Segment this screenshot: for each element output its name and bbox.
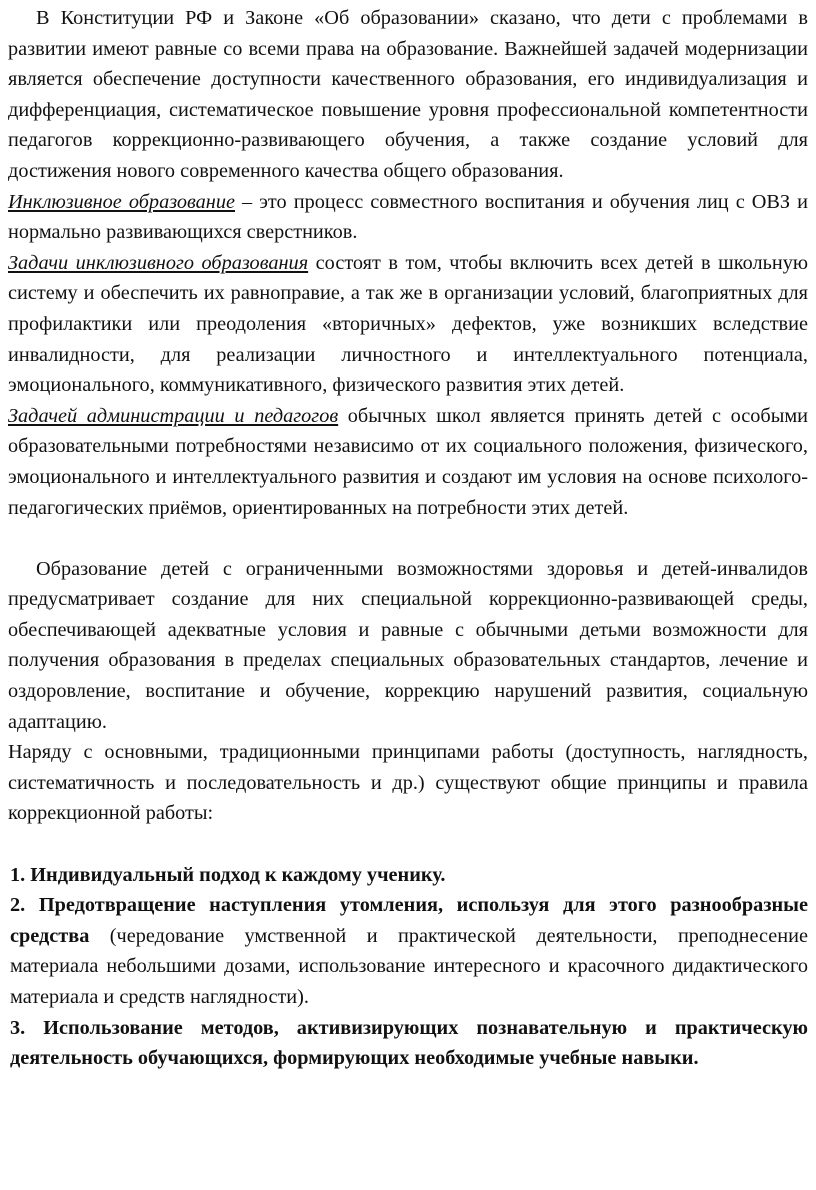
list-item <box>8 860 808 891</box>
paragraph-principles-intro: Наряду с основными, традиционными принципами работы (доступность, наглядность, систематичность и последовательность и др.) существуют общие принципы и правила коррекционной работы: <box>8 741 808 825</box>
term-inclusive-tasks: Задачи инклюзивного образования <box>8 251 309 274</box>
term-inclusive-education: Инклюзивное образование <box>8 190 235 213</box>
tasks-text: состоят в том, чтобы включить всех детей в школьную систему и обеспечить их равноправие, а так же в организации условий, благоприятных для профилактики или преодоления «вторичных» дефектов, уже возникших вследствие инвалидности, для реализации личностного и интеллектуального потенциала, эмоционального, коммуникативного, физического развития этих детей. <box>8 251 808 397</box>
definition-text: – это процесс совместного воспитания и обучения лиц с ОВЗ и нормально развивающихся сверстников. <box>8 190 808 244</box>
administration-text: обычных школ является принять детей с особыми образовательными потребностями независимо от их социального положения, физического, эмоционального и интеллектуального развития и создают им условия на основе психолого-педагогических приёмов, ориентированных на потребности этих детей. <box>8 404 809 519</box>
blank-line <box>8 829 808 860</box>
list-item-bold: 2. Предотвращение наступления утомления, используя для этого разнообразные средства <box>10 894 808 947</box>
paragraph-constitution: В Конституции РФ и Законе «Об образовании» сказано, что дети с проблемами в развитии имеют равные со всеми права на образование. Важнейшей задачей модернизации является обеспечение доступности качественного образования, его индивидуализация и дифференциация, систематическое повышение уровня профессиональной компетентности педагогов коррекционно-развивающего обучения, а также создание условий для достижения нового современного качества общего образования. <box>8 7 808 182</box>
list-item <box>8 1013 808 1074</box>
list-item-bold: 1. Индивидуальный подход к каждому ученику. <box>10 863 446 886</box>
list-item <box>8 890 808 1012</box>
list-item-text: (чередование умственной и практической деятельности, преподнесение материала небольшими дозами, использование интересного и красочного дидактического материала и средств наглядности). <box>10 924 808 1008</box>
paragraph-administration-task <box>8 401 808 523</box>
paragraph-inclusive-definition <box>8 187 808 248</box>
list-item-bold: 3. Использование методов, активизирующих познавательную и практическую деятельность обучающихся, формирующих необходимые учебные навыки. <box>10 1016 808 1070</box>
term-administration-task: Задачей администрации и педагогов <box>8 404 339 427</box>
paragraph-education-disabled: Образование детей с ограниченными возможностями здоровья и детей-инвалидов предусматривает создание для них специальной коррекционно-развивающей среды, обеспечивающей адекватные условия и равные с обычными детьми возможности для получения образования в пределах специальных образовательных стандартов, лечение и оздоровление, воспитание и обучение, коррекцию нарушений развития, социальную адаптацию. <box>8 557 808 733</box>
blank-line <box>8 523 808 554</box>
paragraph-inclusive-tasks <box>8 248 808 401</box>
